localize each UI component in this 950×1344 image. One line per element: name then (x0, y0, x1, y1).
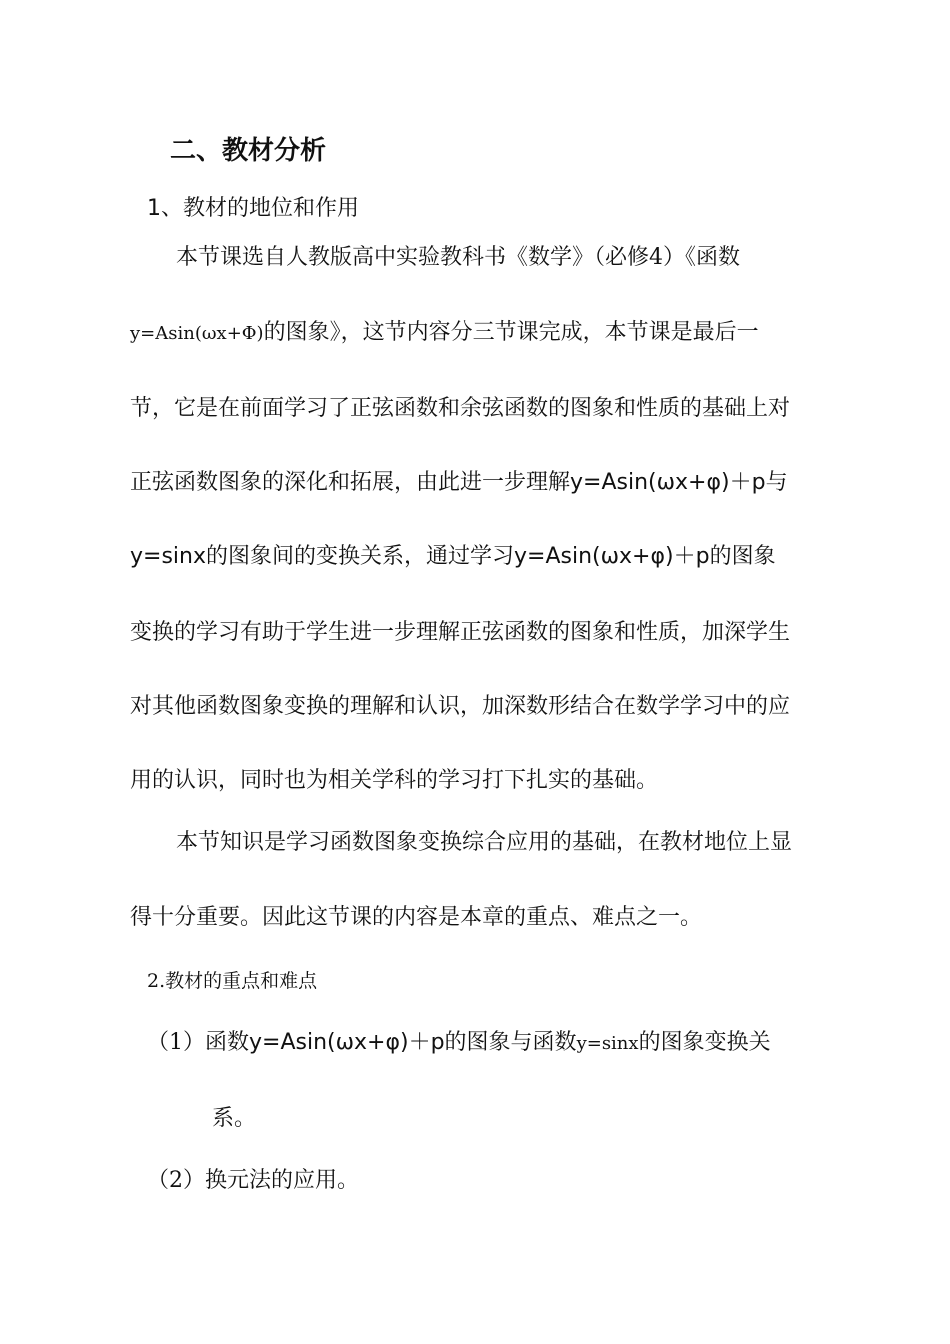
text: 图象 (731, 544, 776, 569)
text: 的图象与函数 (444, 1030, 577, 1055)
text: 的图象》，这节内容分三节课完成，本节课是最后一 (263, 320, 759, 345)
formula: y=sinx (576, 1033, 639, 1054)
list-item-continuation: 系。 (212, 1106, 257, 1131)
formula: y=Asin(ωx+φ)＋p (514, 544, 710, 569)
text: （1）函数 (147, 1030, 249, 1055)
formula: y=Asin(ωx+Φ) (130, 323, 264, 344)
paragraph-line: 对其他函数图象变换的理解和认识，加深数形结合在数学学习中的应 (130, 694, 791, 719)
paragraph-line: 用的认识，同时也为相关学科的学习打下扎实的基础。 (130, 768, 659, 793)
text: 的图象变换关 (638, 1030, 771, 1055)
paragraph-line (130, 318, 759, 349)
list-item (147, 1028, 771, 1059)
paragraph-line: 本节课选自人教版高中实验教科书《数学》（必修4）《函数 (176, 245, 740, 270)
paragraph-line: 本节知识是学习函数图象变换综合应用的基础，在教材地位上显 (176, 830, 793, 855)
text: 正弦函数图象的深化和拓展，由此进一步理解 (130, 470, 571, 495)
text: 的图象间的变换关系，通过学习 (206, 544, 515, 569)
formula: y=sinx (130, 544, 206, 569)
paragraph-line: 得十分重要。因此这节课的内容是本章的重点、难点之一。 (130, 905, 703, 930)
text: 与 (765, 470, 788, 495)
subsection-title-2: 2.教材的重点和难点 (147, 970, 318, 992)
paragraph-line (130, 468, 788, 498)
section-heading: 二、教材分析 (170, 136, 327, 166)
paragraph-line (130, 542, 776, 572)
formula: y=Asin(ωx+φ)＋p (570, 470, 766, 495)
formula: y=Asin(ωx+φ)＋p (249, 1030, 445, 1055)
subsection-title-1: 1、教材的地位和作用 (147, 196, 359, 221)
paragraph-line: 节，它是在前面学习了正弦函数和余弦函数的图象和性质的基础上对 (130, 396, 791, 421)
text: 的 (709, 544, 732, 569)
list-item: （2）换元法的应用。 (147, 1168, 359, 1193)
paragraph-line: 变换的学习有助于学生进一步理解正弦函数的图象和性质，加深学生 (130, 620, 791, 645)
